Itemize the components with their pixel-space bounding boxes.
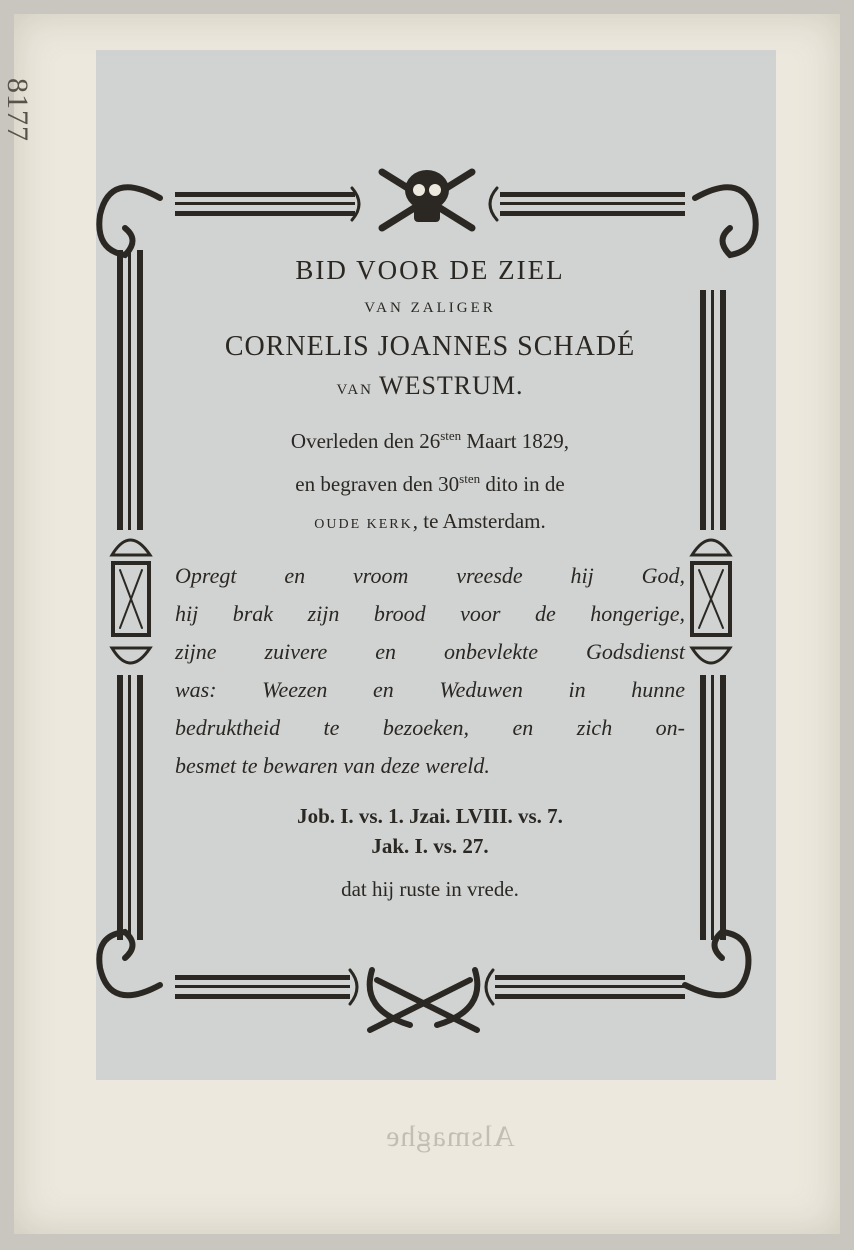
reference-line: Job. I. vs. 1. Jzai. LVIII. vs. 7. — [297, 804, 563, 828]
verse-line: besmet te bewaren van deze wereld. — [175, 753, 490, 778]
right-border-column — [692, 290, 730, 940]
death-date: Overleden den $26^{sten}$ Maart 1829, — [290, 428, 570, 453]
burial-date: en begraven den $30^{sten}$ dito in de — [295, 471, 565, 496]
closing-line: dat hij ruste in vrede. — [341, 877, 519, 901]
verse-line: hij brak zijn brood voor de hongerige, — [175, 601, 685, 626]
deceased-name: CORNELIS JOANNES SCHADÉ — [224, 331, 636, 362]
memorial-text-block — [175, 255, 685, 902]
left-border-column — [112, 250, 150, 940]
skull-crossbones-icon — [382, 170, 472, 228]
verse-line: bedruktheid te bezoeken, en zich on- — [175, 715, 685, 740]
verse-line: Opregt en vroom vreesde hij God, — [175, 563, 685, 588]
prayer-subtitle: VAN ZALIGER — [364, 300, 496, 316]
crossed-scythes-icon — [370, 970, 478, 1030]
deceased-name-line2 — [175, 371, 685, 401]
bible-verse — [175, 557, 685, 785]
verse-line: was: Weezen en Weduwen in hunne — [175, 677, 685, 702]
mirrored-show-through-text: Alsmaghe — [385, 1120, 515, 1153]
prayer-title: BID VOOR DE ZIEL — [295, 255, 565, 285]
reference-line: Jak. I. vs. 27. — [371, 834, 489, 858]
name-surname: WESTRUM. — [379, 371, 524, 400]
scripture-references — [175, 801, 685, 861]
name-prefix: VAN — [336, 382, 374, 398]
archive-number: 8177 — [1, 78, 34, 142]
verse-line: zijne zuivere en onbevlekte Godsdienst — [175, 639, 685, 664]
burial-place: OUDE KERK, te Amsterdam. — [314, 509, 546, 533]
